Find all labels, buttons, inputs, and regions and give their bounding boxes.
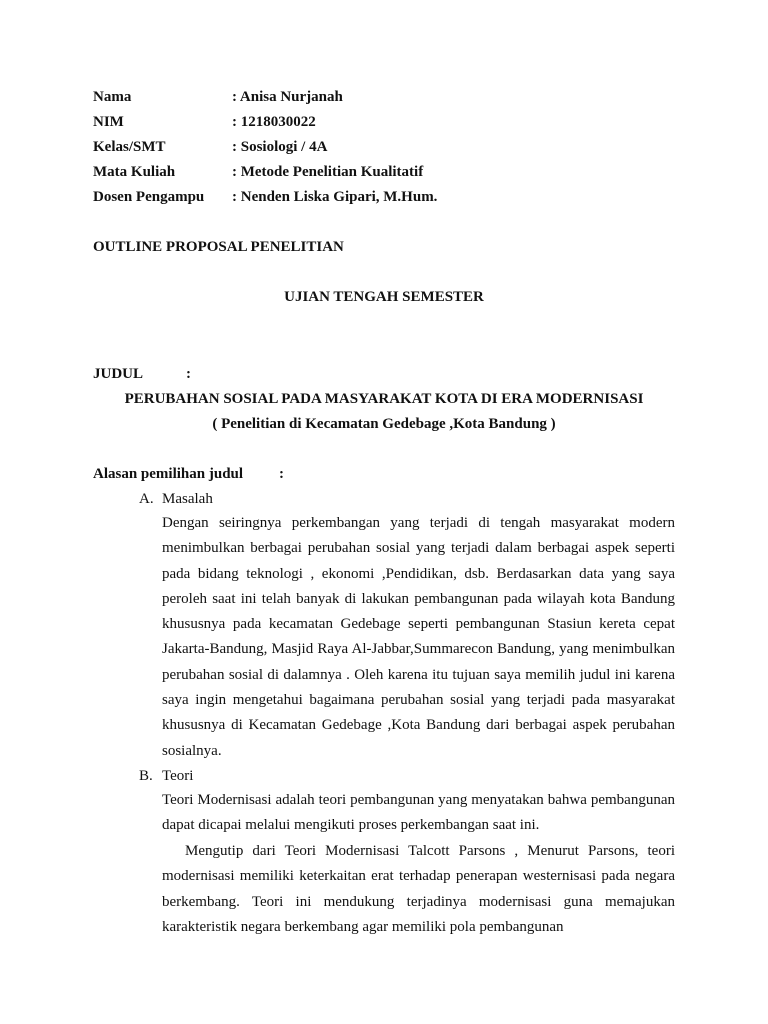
section-a-title: Masalah: [162, 491, 213, 507]
label-dosen: Dosen Pengampu: [93, 189, 205, 205]
section-b-title: Teori: [162, 768, 194, 784]
research-subtitle: ( Penelitian di Kecamatan Gedebage ,Kota Bandung ): [212, 416, 556, 432]
section-a-paragraph: Dengan seiringnya perkembangan yang terjadi di tengah masyarakat modern menimbulkan berbagai perubahan sosial yang terjadi dalam berbagai aspek seperti pada bidang teknologi , ekonomi ,Pendidikan, dsb. Berdasarkan data yang saya peroleh saat ini telah banyak di lakukan pembangunan pada wilayah kota Bandung khususnya pada kecamatan Gedebage seperti pembangunan Stasiun kereta cepat Jakarta-Bandung, Masjid Raya Al-Jabbar,Summarecon Bandung, yang menimbulkan perubahan sosial di dalamnya . Oleh karena itu tujuan saya memilih judul ini karena saya ingin mengetahui bagaimana perubahan sosial yang terjadi pada masyarakat khususnya di Kecamatan Gedebage ,Kota Bandung dari berbagai aspek perubahan sosialnya.: [162, 515, 675, 759]
judul-label: JUDUL: [93, 366, 144, 382]
label-kelas: Kelas/SMT: [93, 139, 166, 155]
exam-heading: UJIAN TENGAH SEMESTER: [284, 289, 484, 305]
value-kelas: : Sosiologi / 4A: [232, 139, 328, 155]
label-nim: NIM: [93, 114, 124, 130]
label-nama: Nama: [93, 89, 132, 105]
section-b-paragraph-2: Mengutip dari Teori Modernisasi Talcott Parsons , Menurut Parsons, teori modernisasi memiliki keterkaitan erat terhadap penerapan westernisasi pada negara berkembang. Teori ini mendukung terjadinya modernisasi guna memajukan karakteristik negara berkembang agar memiliki pola pembangunan: [162, 843, 675, 935]
label-mata-kuliah: Mata Kuliah: [93, 164, 176, 180]
research-title: PERUBAHAN SOSIAL PADA MASYARAKAT KOTA DI ERA MODERNISASI: [124, 391, 644, 407]
value-nim: : 1218030022: [232, 114, 316, 130]
outline-heading: OUTLINE PROPOSAL PENELITIAN: [93, 239, 344, 255]
alasan-colon: :: [279, 466, 284, 482]
alasan-label: Alasan pemilihan judul: [93, 466, 244, 482]
value-dosen: : Nenden Liska Gipari, M.Hum.: [232, 189, 438, 205]
section-a-marker: A.: [139, 491, 154, 507]
value-mata-kuliah: : Metode Penelitian Kualitatif: [232, 164, 424, 180]
section-b-paragraph-1: Teori Modernisasi adalah teori pembangunan yang menyatakan bahwa pembangunan dapat dicapai melalui mengikuti proses perkembangan saat ini.: [162, 792, 675, 834]
judul-colon: :: [186, 366, 191, 382]
value-nama: : Anisa Nurjanah: [232, 89, 343, 105]
section-b-marker: B.: [139, 768, 153, 784]
